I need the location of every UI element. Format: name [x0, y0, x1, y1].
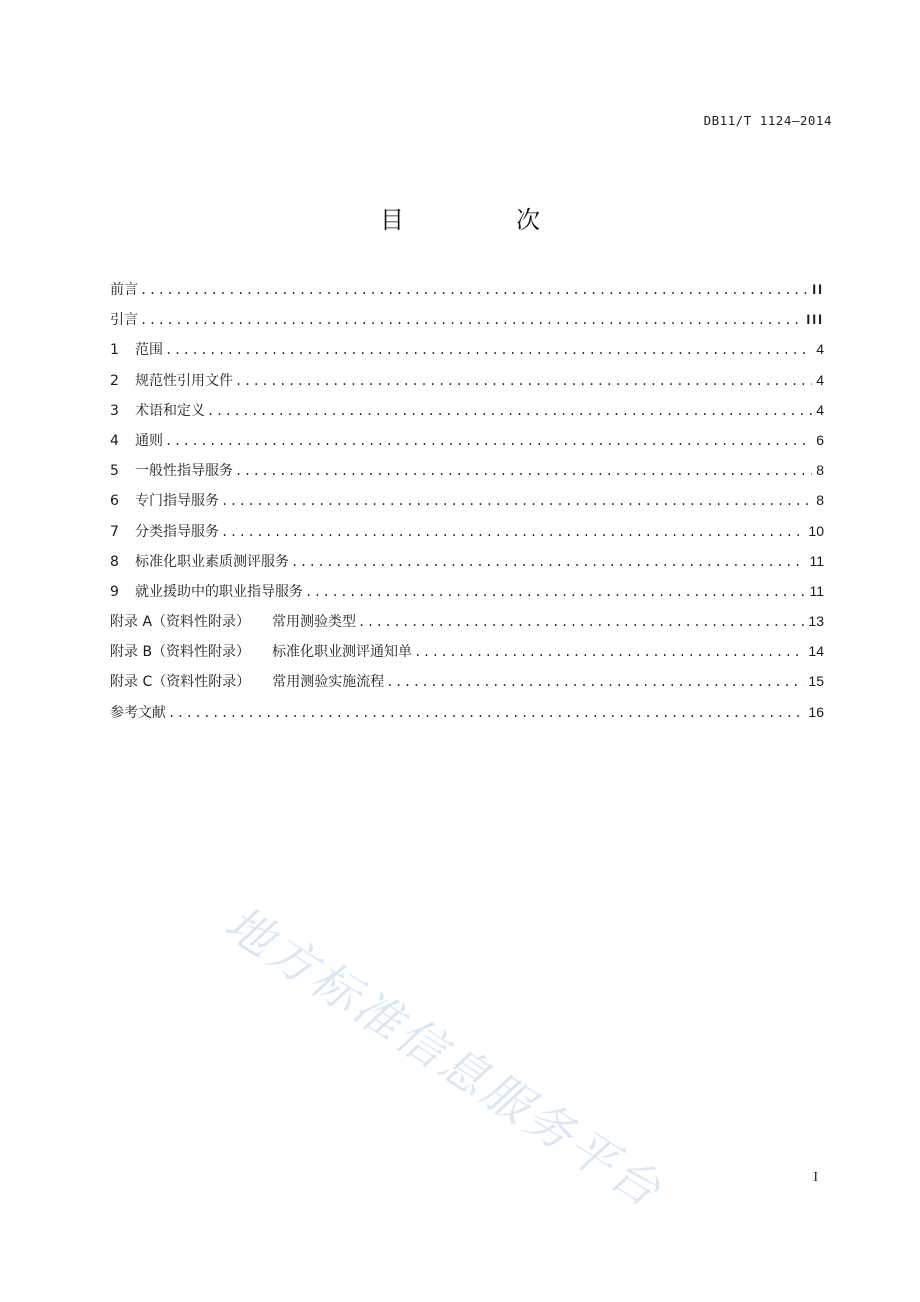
toc-entry-foreword[interactable]: [110, 274, 824, 304]
toc-entry-title: 分类指导服务: [135, 523, 219, 540]
toc-entry-page: II: [812, 281, 824, 297]
toc-entry-page: 4: [816, 401, 824, 418]
toc-entry-page: 4: [816, 341, 824, 358]
toc-entry-section-9[interactable]: [110, 576, 824, 606]
toc-leader-dots: [168, 698, 804, 728]
toc-entry-page: 10: [808, 522, 824, 539]
toc-leader-dots: [221, 486, 812, 516]
toc-entry-section-6[interactable]: [110, 485, 824, 515]
toc-entry-number: 7: [110, 523, 119, 540]
toc-entry-title: 标准化职业测评通知单: [272, 644, 413, 661]
toc-entry-number: 6: [110, 493, 119, 510]
toc-entry-section-1[interactable]: [110, 334, 824, 364]
toc-leader-dots: [221, 517, 804, 547]
toc-entry-section-2[interactable]: [110, 365, 824, 395]
toc-entry-title: 就业援助中的职业指导服务: [135, 583, 303, 600]
toc-entry-number: 9: [110, 583, 119, 600]
toc-entry-page: 14: [808, 643, 824, 660]
toc-entry-title: 标准化职业素质测评服务: [135, 553, 289, 570]
toc-entry-appendix-c[interactable]: [110, 666, 824, 696]
watermark-text: 地方标准信息服务平台: [214, 895, 673, 1220]
toc-entry-title: 引言: [110, 312, 138, 329]
toc-entry-page: 8: [816, 462, 824, 479]
toc-entry-title: 规范性引用文件: [135, 372, 233, 389]
toc-leader-dots: [165, 335, 812, 365]
toc-leader-dots: [305, 577, 805, 607]
toc-leader-dots: [414, 637, 804, 667]
toc-entry-introduction[interactable]: [110, 304, 824, 334]
toc-entry-number: 3: [110, 402, 119, 419]
toc-entry-section-3[interactable]: [110, 395, 824, 425]
toc-entry-page: 16: [808, 703, 824, 720]
toc-entry-title: 专门指导服务: [135, 493, 219, 510]
toc-entry-page: 15: [808, 673, 824, 690]
page-number: I: [813, 1170, 818, 1185]
toc-leader-dots: [291, 547, 805, 577]
toc-leader-dots: [235, 456, 812, 486]
toc-entry-page: 6: [816, 431, 824, 448]
toc-entry-section-8[interactable]: [110, 546, 824, 576]
toc-entry-section-4[interactable]: [110, 425, 824, 455]
toc-entry-section-5[interactable]: [110, 455, 824, 485]
toc-entry-title: 前言: [110, 282, 138, 298]
toc-entry-number: 4: [110, 432, 119, 449]
toc-entry-page: 8: [816, 492, 824, 509]
toc-entry-references[interactable]: [110, 697, 824, 727]
toc-entry-number: 附录 A（资料性附录）: [110, 614, 251, 631]
toc-entry-title: 通则: [135, 432, 163, 449]
toc-entry-page: 11: [809, 582, 824, 599]
toc-leader-dots: [386, 667, 804, 697]
toc-entry-number: 5: [110, 463, 119, 480]
toc-entry-page: 11: [809, 552, 824, 569]
toc-entry-page: 13: [808, 613, 824, 630]
toc-entry-title: 参考文献: [110, 704, 166, 721]
toc-entry-number: 2: [110, 372, 119, 389]
toc-entry-page: III: [806, 311, 824, 328]
toc-entry-number: 1: [110, 342, 119, 359]
toc-leader-dots: [140, 305, 802, 335]
toc-leader-dots: [165, 426, 812, 456]
toc-entry-title: 范围: [135, 342, 163, 359]
toc-leader-dots: [358, 607, 804, 637]
toc-leader-dots: [207, 396, 812, 426]
toc-entry-number: 附录 C（资料性附录）: [110, 674, 251, 691]
toc-entry-section-7[interactable]: [110, 516, 824, 546]
toc-leader-dots: [235, 366, 812, 396]
toc-entry-title: 术语和定义: [135, 402, 205, 419]
toc-title: 目 次: [380, 206, 584, 234]
toc-entry-number: 附录 B（资料性附录）: [110, 644, 251, 661]
toc-entry-appendix-b[interactable]: [110, 636, 824, 666]
toc-entry-appendix-a[interactable]: [110, 606, 824, 636]
toc-entry-title: 一般性指导服务: [135, 463, 233, 480]
toc-leader-dots: [140, 275, 808, 305]
document-code: DB11/T 1124—2014: [703, 113, 832, 128]
table-of-contents: [110, 274, 824, 727]
toc-entry-number: 8: [110, 553, 119, 570]
toc-entry-title: 常用测验类型: [272, 614, 357, 631]
toc-entry-title: 常用测验实施流程: [272, 674, 385, 691]
toc-entry-page: 4: [816, 371, 824, 388]
